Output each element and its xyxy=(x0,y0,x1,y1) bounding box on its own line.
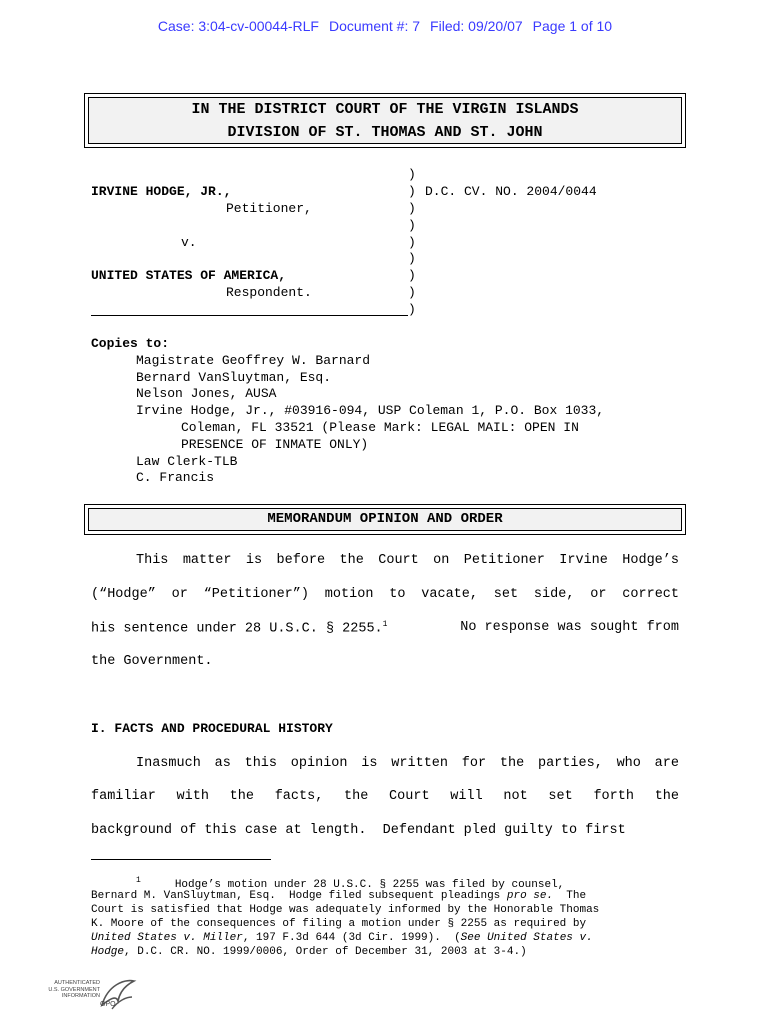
caption-underline xyxy=(91,315,408,316)
copy-recipient: Magistrate Geoffrey W. Barnard xyxy=(136,353,371,368)
petitioner-role: Petitioner, xyxy=(226,201,312,216)
gpo-authentication-seal xyxy=(42,975,132,1015)
court-name: IN THE DISTRICT COURT OF THE VIRGIN ISLANDS xyxy=(191,101,579,118)
filing-header xyxy=(0,18,770,34)
footnote-number: 1 xyxy=(136,876,141,885)
caption-paren: ) xyxy=(408,268,416,283)
caption-paren: ) xyxy=(408,302,416,317)
footnote-separator xyxy=(91,859,271,860)
versus-label: v. xyxy=(181,235,197,250)
petitioner-name: IRVINE HODGE, JR., xyxy=(91,184,232,199)
body-line: his sentence under 28 U.S.C. § 2255.$^1$ No response was sought from xyxy=(91,620,679,637)
eagle-icon xyxy=(98,975,138,1015)
memo-title: MEMORANDUM OPINION AND ORDER xyxy=(267,511,503,527)
footnote-line: K. Moore of the consequences of filing a motion under § 2255 as required by xyxy=(91,918,587,930)
caption-paren: ) xyxy=(408,235,416,250)
footnote-line: Hodge, D.C. CR. NO. 1999/0006, Order of December 31, 2003 at 3-4.) xyxy=(91,946,527,958)
footnote-line: United States v. Miller, 197 F.3d 644 (3d Cir. 1999). (See United States v. xyxy=(91,932,593,944)
section-heading: I. FACTS AND PROCEDURAL HISTORY xyxy=(91,721,333,736)
filed-date: Filed: 09/20/07 xyxy=(430,18,523,34)
case-docket-number: D.C. CV. NO. 2004/0044 xyxy=(425,184,597,199)
footnote-line: $^1$ Hodge’s motion under 28 U.S.C. § 2255 was filed by counsel, xyxy=(136,876,565,891)
body-line: the Government. xyxy=(91,654,213,669)
copy-recipient: Law Clerk-TLB xyxy=(136,454,238,469)
caption-paren: ) xyxy=(408,201,416,216)
respondent-role: Respondent. xyxy=(226,285,312,300)
copy-recipient: Nelson Jones, AUSA xyxy=(136,386,277,401)
court-division: DIVISION OF ST. THOMAS AND ST. JOHN xyxy=(227,124,543,141)
body-line: Inasmuch as this opinion is written for the parties, who are xyxy=(136,756,679,771)
copy-recipient-cont: PRESENCE OF INMATE ONLY) xyxy=(181,437,369,452)
copy-recipient: C. Francis xyxy=(136,470,215,485)
case-number: Case: 3:04-cv-00044-RLF xyxy=(157,18,319,34)
caption-paren: ) xyxy=(408,218,416,233)
footnote-line: Bernard M. VanSluytman, Esq. Hodge filed subsequent pleadings pro se. The xyxy=(91,890,587,902)
document-number: Document #: 7 xyxy=(328,18,421,34)
seal-text: AUTHENTICATED U.S. GOVERNMENT INFORMATION xyxy=(48,980,100,999)
copies-heading: Copies to: xyxy=(91,336,170,351)
footnote-line: Court is satisfied that Hodge was adequately informed by the Honorable Thomas xyxy=(91,904,600,916)
page-indicator: Page 1 of 10 xyxy=(532,18,613,34)
body-line: familiar with the facts, the Court will not set forth the xyxy=(91,789,679,804)
caption-paren: ) xyxy=(408,285,416,300)
footnote-ref[interactable]: 1 xyxy=(382,620,388,629)
caption-paren: ) xyxy=(408,184,416,199)
caption-paren: ) xyxy=(408,167,416,182)
copy-recipient: Bernard VanSluytman, Esq. xyxy=(136,370,332,385)
copy-recipient: Irvine Hodge, Jr., #03916-094, USP Coleman 1, P.O. Box 1033, xyxy=(136,403,605,418)
body-line: (“Hodge” or “Petitioner”) motion to vacate, set side, or correct xyxy=(91,587,679,602)
respondent-name: UNITED STATES OF AMERICA, xyxy=(91,268,287,283)
caption-paren: ) xyxy=(408,251,416,266)
body-line: This matter is before the Court on Petitioner Irvine Hodge’s xyxy=(136,553,679,568)
body-line: background of this case at length. Defendant pled guilty to first xyxy=(91,823,626,838)
gpo-label: GPO xyxy=(100,1001,116,1008)
copy-recipient-cont: Coleman, FL 33521 (Please Mark: LEGAL MAIL: OPEN IN xyxy=(181,420,579,435)
